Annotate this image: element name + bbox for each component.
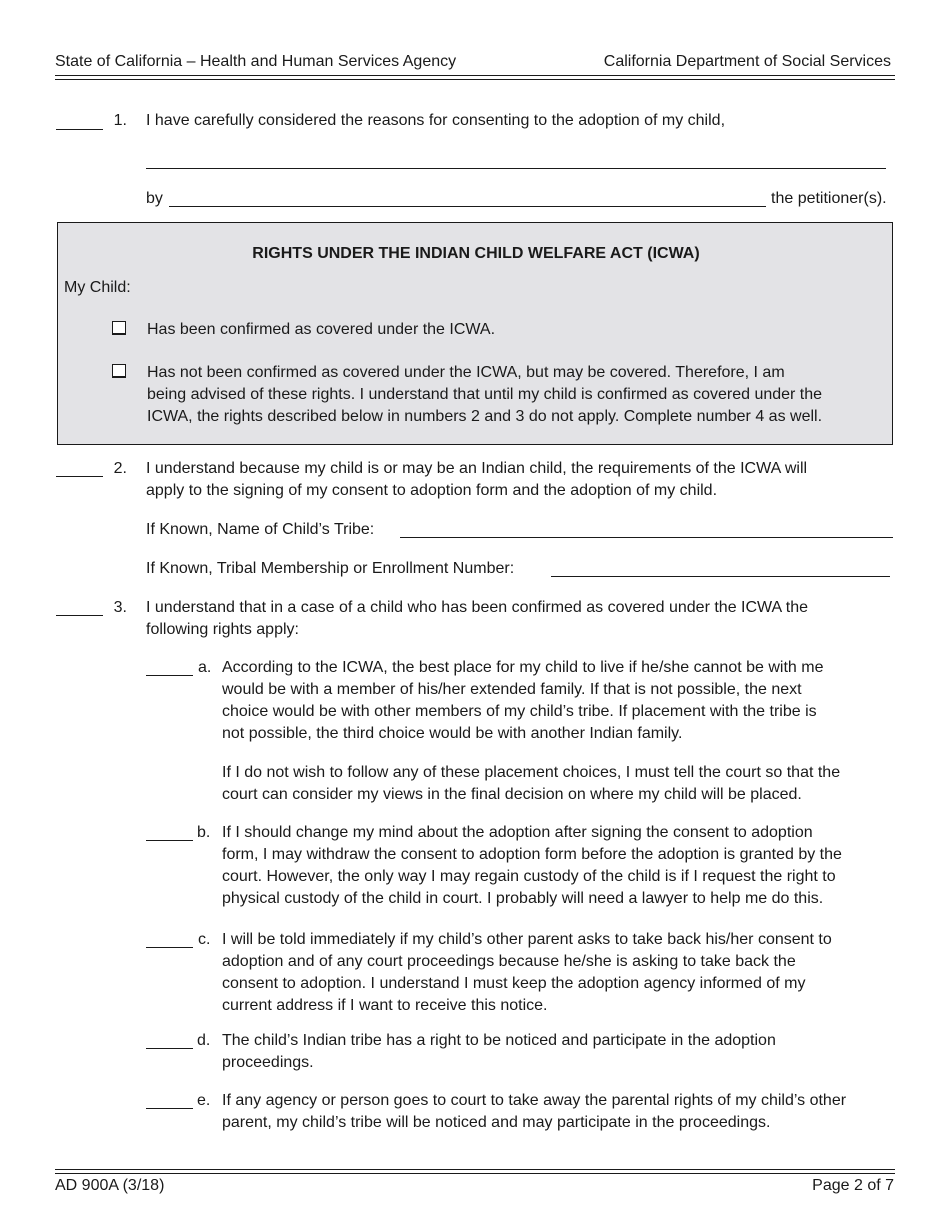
item2-membership-label: If Known, Tribal Membership or Enrollment Number: [146, 560, 515, 577]
item3a-letter: a. [198, 659, 212, 676]
item3b-initial-blank[interactable] [146, 840, 193, 841]
item1-reason-blank[interactable] [146, 168, 886, 169]
icwa-not-confirmed-checkbox[interactable] [112, 364, 126, 378]
item3e-initial-blank[interactable] [146, 1108, 193, 1109]
footer-page-number: Page 2 of 7 [812, 1177, 894, 1194]
item3a-text-continued: If I do not wish to follow any of these placement choices, I must tell the court so that the court can consider my views in the final decision on where my child will be placed. [222, 764, 841, 803]
item3a-initial-blank[interactable] [146, 675, 193, 676]
item1-petitioner-blank[interactable] [169, 206, 766, 207]
icwa-option1-text: Has been confirmed as covered under the ICWA. [147, 321, 496, 338]
item2-tribe-blank[interactable] [400, 537, 893, 538]
item2-text: I understand because my child is or may be an Indian child, the requirements of the ICWA will apply to the signing of my consent to adoption form and the adoption of my child. [146, 460, 808, 499]
header-agency: State of California – Health and Human Services Agency [55, 53, 457, 70]
icwa-title: RIGHTS UNDER THE INDIAN CHILD WELFARE ACT (ICWA) [252, 245, 700, 262]
item2-initial-blank[interactable] [56, 476, 103, 477]
icwa-option2-text: Has not been confirmed as covered under the ICWA, but may be covered. Therefore, I am being advised of these rights. I understand that until my child is confirmed as covered under the ICWA, the rights described below in numbers 2 and 3 do not apply. Complete number 4 as well. [147, 364, 823, 425]
header-department: California Department of Social Services [603, 53, 891, 70]
icwa-confirmed-checkbox[interactable] [112, 321, 126, 335]
item3-initial-blank[interactable] [56, 615, 103, 616]
item3b-text: If I should change my mind about the adoption after signing the consent to adoption form, I may withdraw the consent to adoption form before the adoption is granted by the court. However, the only way I may regain custody of the child is if I request the right to physical custody of the child in court. I probably will need a lawyer to help me do this. [222, 824, 842, 907]
item1-number: 1. [113, 112, 127, 129]
item1-petitioner-label: the petitioner(s). [771, 190, 887, 207]
item3d-text: The child’s Indian tribe has a right to be noticed and participate in the adoption proceedings. [222, 1032, 776, 1071]
item2-tribe-label: If Known, Name of Child’s Tribe: [146, 521, 375, 538]
icwa-box [57, 222, 893, 445]
item3b-letter: b. [197, 824, 211, 841]
item2-number: 2. [113, 460, 127, 477]
item3-text: I understand that in a case of a child who has been confirmed as covered under the ICWA the following rights apply: [146, 599, 809, 638]
item3a-text: According to the ICWA, the best place for my child to live if he/she cannot be with me would be with a member of his/her extended family. If that is not possible, the next choice would be with other members of my child’s tribe. If placement with the tribe is not possible, the third choice would be with another Indian family. [222, 659, 824, 742]
item1-initial-blank[interactable] [56, 129, 103, 130]
item3-number: 3. [113, 599, 127, 616]
item3c-text: I will be told immediately if my child’s other parent asks to take back his/her consent to adoption and of any court proceedings because he/she is asking to take back the consent to adoption. I understand I must keep the adoption agency informed of my current address if I want to receive this notice. [222, 931, 832, 1014]
item2-membership-blank[interactable] [551, 576, 890, 577]
item3c-letter: c. [198, 931, 211, 948]
item3e-text: If any agency or person goes to court to take away the parental rights of my child’s other parent, my child’s tribe will be noticed and may participate in the proceedings. [222, 1092, 847, 1131]
header-rule-bottom [55, 79, 895, 80]
item1-by-label: by [146, 190, 163, 207]
footer-form-id: AD 900A (3/18) [55, 1177, 165, 1194]
item3e-letter: e. [197, 1092, 211, 1109]
item3d-initial-blank[interactable] [146, 1048, 193, 1049]
footer-rule-top [55, 1169, 895, 1170]
header-rule-top [55, 75, 895, 76]
item1-text: I have carefully considered the reasons for consenting to the adoption of my child, [146, 112, 726, 129]
icwa-my-child-label: My Child: [64, 279, 131, 296]
item3c-initial-blank[interactable] [146, 947, 193, 948]
footer-rule-bottom [55, 1173, 895, 1174]
item3d-letter: d. [197, 1032, 211, 1049]
